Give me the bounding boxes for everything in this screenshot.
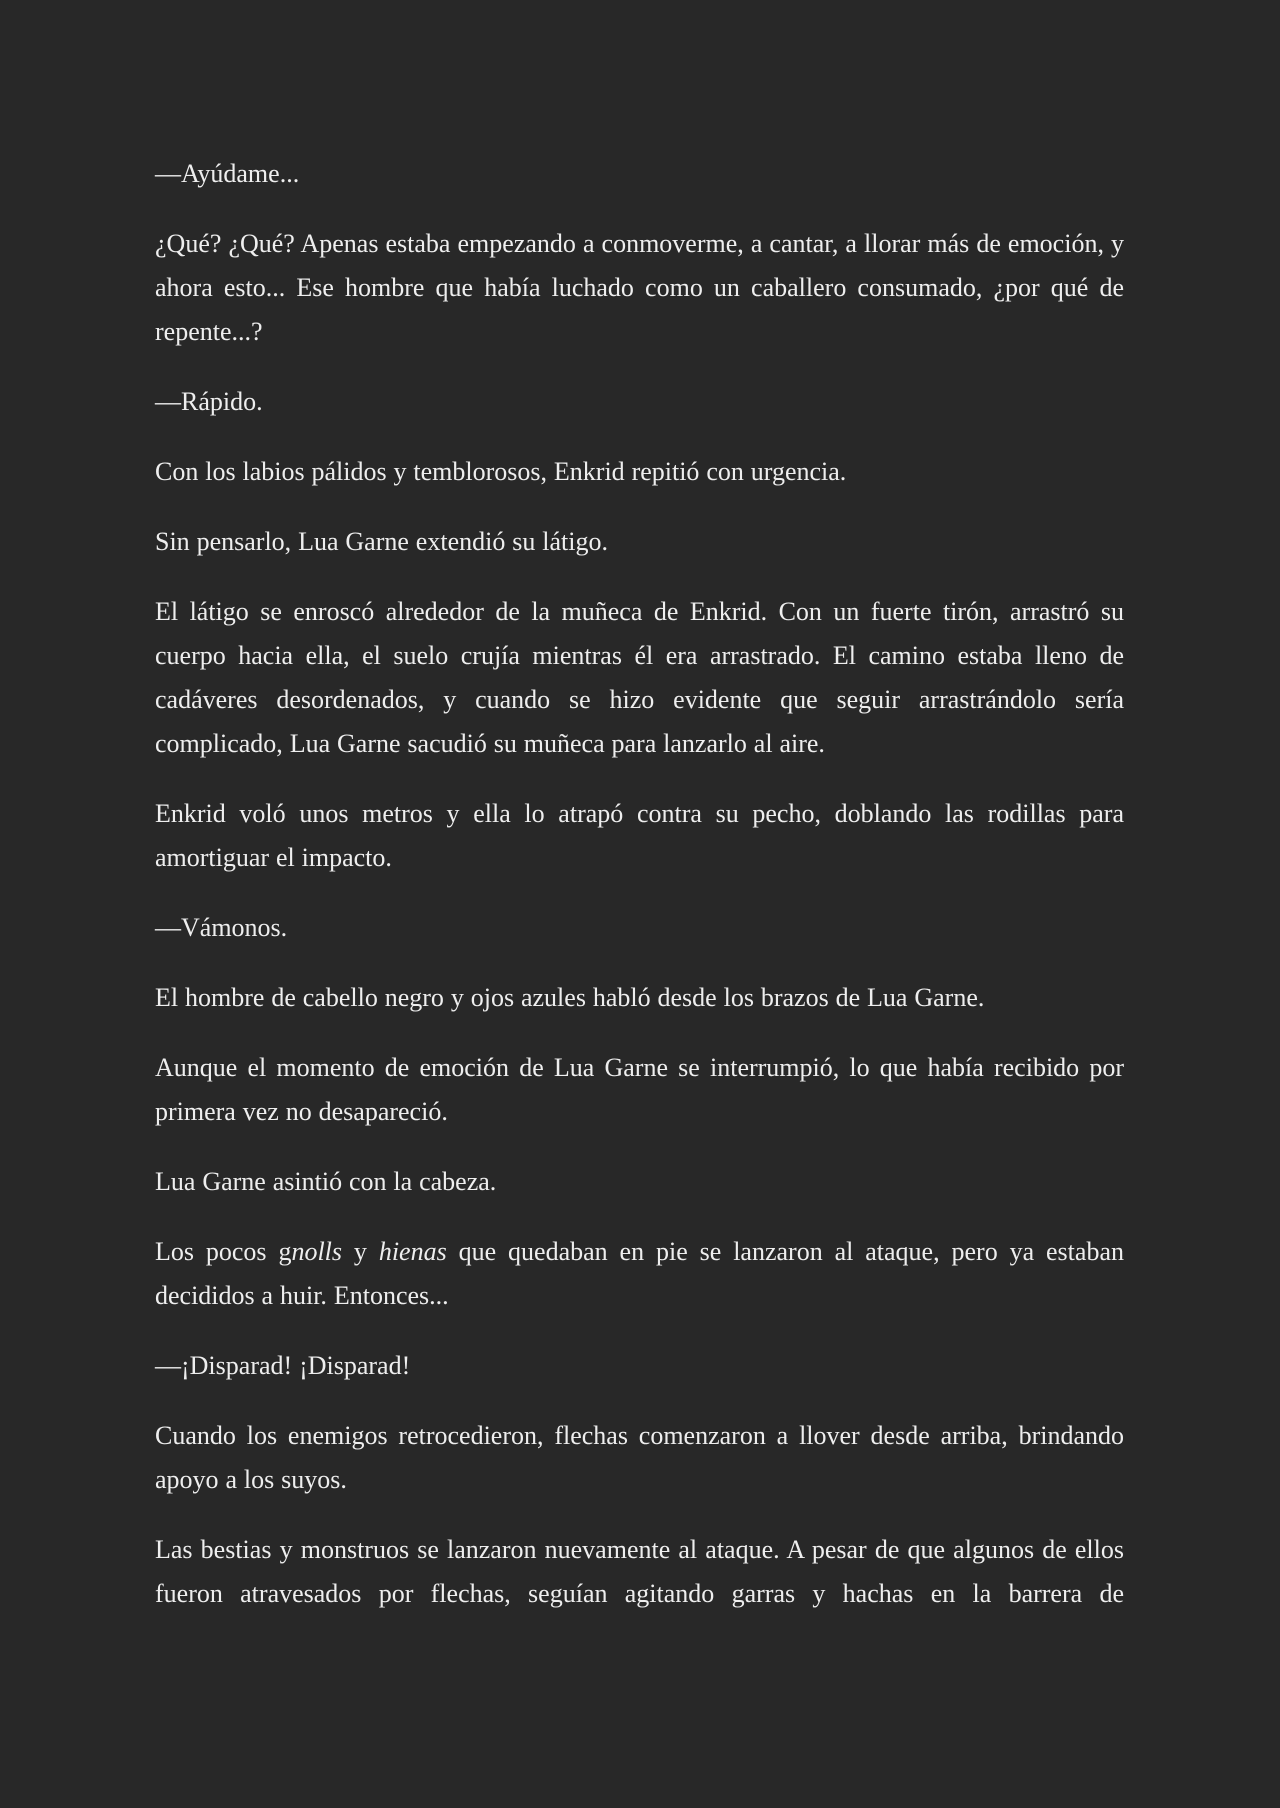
paragraph-1: —Ayúdame...: [155, 159, 300, 188]
paragraph-12-italic-hienas: hienas: [378, 1237, 447, 1266]
document-page: [155, 152, 1124, 1642]
paragraph-12-text-start: Los pocos g: [155, 1237, 292, 1266]
paragraph-14: Cuando los enemigos retrocedieron, flechas comenzaron a llover desde arriba, brindando apoyo a los suyos.: [155, 1421, 1124, 1494]
paragraph-5: Sin pensarlo, Lua Garne extendió su látigo.: [155, 527, 608, 556]
paragraph-9: El hombre de cabello negro y ojos azules habló desde los brazos de Lua Garne.: [155, 983, 985, 1012]
paragraph-2: ¿Qué? ¿Qué? Apenas estaba empezando a conmoverme, a cantar, a llorar más de emoción, y ahora esto... Ese hombre que había luchado como un caballero consumado, ¿por qué de repente...?: [155, 229, 1124, 346]
paragraph-4: Con los labios pálidos y temblorosos, Enkrid repitió con urgencia.: [155, 457, 847, 486]
paragraph-15: Las bestias y monstruos se lanzaron nuevamente al ataque. A pesar de que algunos de ellos fueron atravesados por flechas, seguían agitando garras y hachas en la barrera de: [155, 1535, 1124, 1608]
paragraph-10: Aunque el momento de emoción de Lua Garne se interrumpió, lo que había recibido por primera vez no desapareció.: [155, 1053, 1124, 1126]
paragraph-11: Lua Garne asintió con la cabeza.: [155, 1167, 497, 1196]
paragraph-8: —Vámonos.: [155, 913, 288, 942]
paragraph-3: —Rápido.: [155, 387, 263, 416]
paragraph-6: El látigo se enroscó alrededor de la muñeca de Enkrid. Con un fuerte tirón, arrastró su cuerpo hacia ella, el suelo crujía mientras él era arrastrado. El camino estaba lleno de cadáveres desordenados, y cuando se hizo evidente que seguir arrastrándolo sería complicado, Lua Garne sacudió su muñeca para lanzarlo al aire.: [155, 597, 1124, 758]
paragraph-13: —¡Disparad! ¡Disparad!: [155, 1351, 411, 1380]
paragraph-12: [155, 1230, 1124, 1318]
paragraph-7: Enkrid voló unos metros y ella lo atrapó contra su pecho, doblando las rodillas para amortiguar el impacto.: [155, 799, 1124, 872]
paragraph-12-text-mid: y: [342, 1237, 379, 1266]
paragraph-12-text-end: que quedaban en pie se lanzaron al ataque, pero ya estaban decididos a huir. Entonces...: [155, 1237, 1124, 1310]
paragraph-12-italic-gnolls: nolls: [291, 1237, 343, 1266]
